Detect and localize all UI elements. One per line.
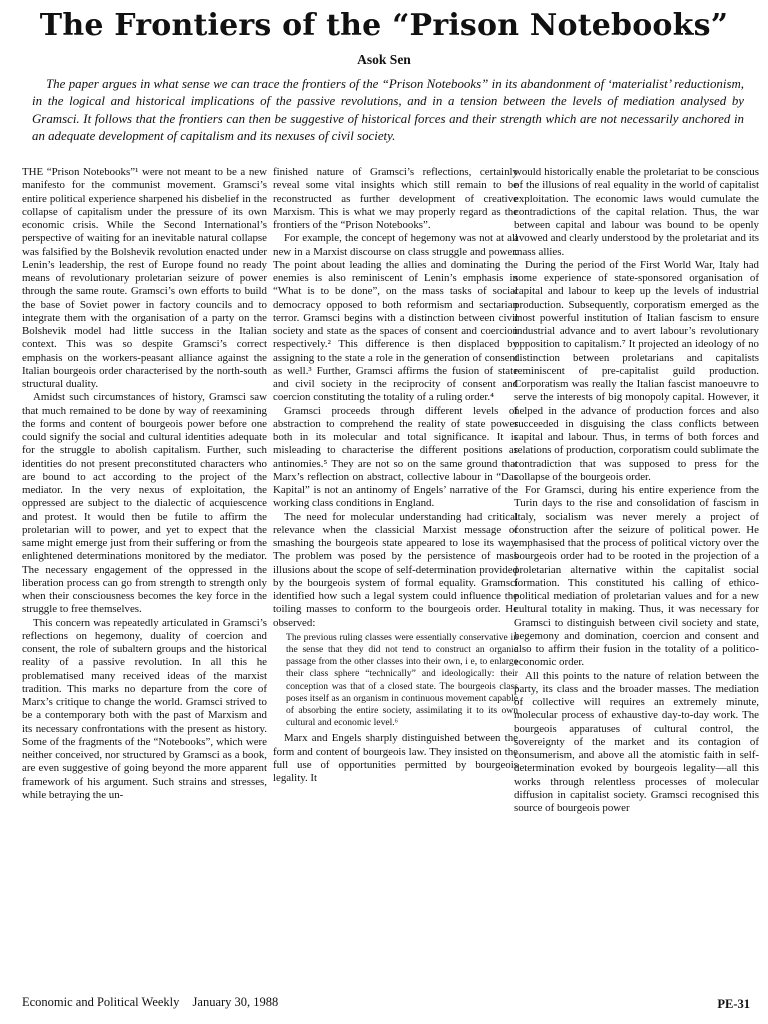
paragraph: THE “Prison Notebooks”¹ were not meant to be a new manifesto for the communist movement. Gramsci’s entire political experience sharpened his disbelief in the collapse of capitalism under the pressure of its own economic crisis. While the Second International’s perspective of waiting for an inevitable natural collapse was falsified by the Bolshevik revolution enacted under Lenin’s leadership, the rest of Europe found no ready means of revolutionary proletarian seizure of power through the same route. Gramsci’s own efforts to build the base of Soviet power in factory councils and to integrate them with the organisation of a party on the Bolshevik model had little success in the Italian context. This was so despite Gramsci’s correct emphasis on the workers-peasant alliance against the Italian bourgeois order characterised by the north-south structural duality. (22, 166, 267, 390)
journal-name: Economic and Political Weekly (22, 995, 180, 1009)
page-number: PE-31 (717, 997, 750, 1011)
author-name: Asok Sen (357, 52, 411, 67)
paragraph: The need for molecular understanding had critical relevance when the classicial Marxist message of smashing the bourgeois state appeared to lose its way. The problem was posed by the persistence of mass illusions about the scope of self-determination provided by the bourgeois system of formal equality. Gramsci identified how such a legal system could influence the toiling masses to conform to the bourgeois order. He observed: (273, 510, 518, 629)
paragraph: For Gramsci, during his entire experience from the Turin days to the rise and consolidation of fascism in Italy, socialism was never merely a project of construction after the seizure of political power. He emphasised that the process of political victory over the bourgeois order had to be rooted in the projection of a proletarian alternative within the capitalist social formation. This constituted his calling of ethico-political mediation of proletarian values and for a new cultural totality in making. Thus, it was necessary for Gramsci to distinguish between civil society and state, hegemony and domination, coercion and consent and also to affirm their fusion in the totality of a politico-economic order. (514, 484, 759, 669)
paragraph: Marx and Engels sharply distinguished between the form and content of bourgeois law. They insisted on the full use of opportunities permitted by bourgeois legality. It (273, 732, 518, 785)
text-column-1 (22, 166, 267, 984)
footer-citation (22, 995, 288, 1010)
block-quote: The previous ruling classes were essentially conservative in the sense that they did not tend to construct an organic passage from the other classes into their own, i e, to enlarge their class sphere “technically” and ideologically: their conception was that of a closed state. The bourgeois class poses itself as an organism in continuous movement capable of absorbing the entire society, assimilating it to its own cultural and economic level.⁶ (286, 631, 518, 729)
paragraph: Gramsci proceeds through different levels of abstraction to comprehend the reality of state power both in its molecular and total significance. It is misleading to characterise the different positions as antinomies.⁵ They are not so on the same ground that Marx’s reflection on abstract, collective labour in “Das Kapital” is not an antinomy of Engels’ narrative of the working class conditions in England. (273, 404, 518, 510)
paragraph: All this points to the nature of relation between the party, its class and the broader masses. The mediation of collective will requires an extremely minute, molecular process of exhaustive day-to-day work. The bourgeois apparatuses of cultural control, the sovereignty of the market and its contagion of consumerism, and above all the atomistic faith in self-determination evoked by bourgeois legality—all this works through relentless processes of molecular diffusion in capitalist society. Gramsci recognised this source of bourgeois power (514, 669, 759, 814)
article-title: The Frontiers of the “Prison Notebooks” (39, 8, 729, 43)
paragraph: would historically enable the proletariat to be conscious of the illusions of real equality in the world of capitalist exploitation. The economic laws would cumulate the contradictions of the capital relation. Thus, the war between capital and labour was bound to be openly avowed and clearly understood by the proletariat and its mass allies. (514, 166, 759, 258)
paragraph: Amidst such circumstances of history, Gramsci saw that much remained to be done by way of reexamining the forms and content of bourgeois power before one could signify the social and cultural identities adequate for the struggle to abolish capitalism. Further, such identities do not present preconstituted characters who are bound to act according to the project of the mediator. In the very nexus of exploitation, the oppressed are subject to the dialectic of acquiescence and protest. It would then be futile to affirm the proletarian will to power, and yet to expect that the same might emerge just from their suffering or from the enlightened determinations monitored by the mediator. The necessary engagement of the oppressed in the liberation process can go from strength to strength only when their consciousness becomes the key force in the struggle to free themselves. (22, 391, 267, 616)
paragraph: This concern was repeatedly articulated in Gramsci’s reflections on hegemony, duality of coercion and consent, the role of subaltern groups and the historical reality of a passive revolution. In all this he problematised many received ideas of the marxist tradition. This marks no departure from the core of Marx’s critique to change the world. Gramsci strived to be a contemporary both with the past of Marxism and its necessary confrontations with the present as history. Some of the fragments of the “Notebooks”, which were neither conceived, nor structured by Gramsci as a book, are even suggestive of going beyond the more apparent framework of his argument. Such strains and stresses, while betraying the un- (22, 616, 267, 801)
text-column-3 (514, 166, 759, 984)
paragraph: During the period of the First World War, Italy had some experience of state-sponsored organisation of capital and labour to keep up the levels of industrial production. Subsequently, corporatism emerged as the most powerful institution of Italian fascism to ensure industrial advance and to avert labour’s revolutionary opposition to capitalism.⁷ It projected an ideology of no distinction between proletarians and capitalists reminiscent of pre-capitalist guild production. Corporatism was really the Italian fascist manoeuvre to serve the interests of big monopoly capital. However, it helped in the advance of production forces and also succeeded in disguising the class conflicts between capital and labour. Thus, in terms of both forces and relations of production, corporatism could sublimate the contradiction that was supposed to press for the collapse of the bourgeois order. (514, 258, 759, 483)
paragraph: finished nature of Gramsci’s reflections, certainly reveal some vital insights which still remain to be reconstructed as further development of creative Marxism. This is what we may properly regard as the frontiers of the “Prison Notebooks”. (273, 166, 518, 231)
abstract: The paper argues in what sense we can trace the frontiers of the “Prison Notebooks” in its abandonment of ‘materialist’ reductionism, in the logical and historical implications of the passive revolutions, and in a tension between the levels of mediation analysed by Gramsci. It follows that the frontiers can then be suggestive of historical forces and their strength which are not necessarily anchored in an adequate development of capitalism and its nexuses of civil society. (32, 77, 744, 144)
paragraph: For example, the concept of hegemony was not at all new in a Marxist discourse on class struggle and power. The point about leading the allies and dominating the enemies is also reminiscent of Lenin’s emphasis in “What is to be done”, on the mass tasks of social democracy opposed to both reformism and sectarian terror. Gramsci begins with a distinction between civil society and state as the spaces of consent and coercion respectively.² This difference is then displaced by assigning to the state a role in the generation of consent as well.³ Further, Gramsci affirms the fusion of state and civil society in the reciprocity of consent and coercion constituting the totality of a ruling order.⁴ (273, 232, 518, 404)
text-column-2 (273, 166, 518, 984)
issue-date: January 30, 1988 (192, 995, 279, 1009)
